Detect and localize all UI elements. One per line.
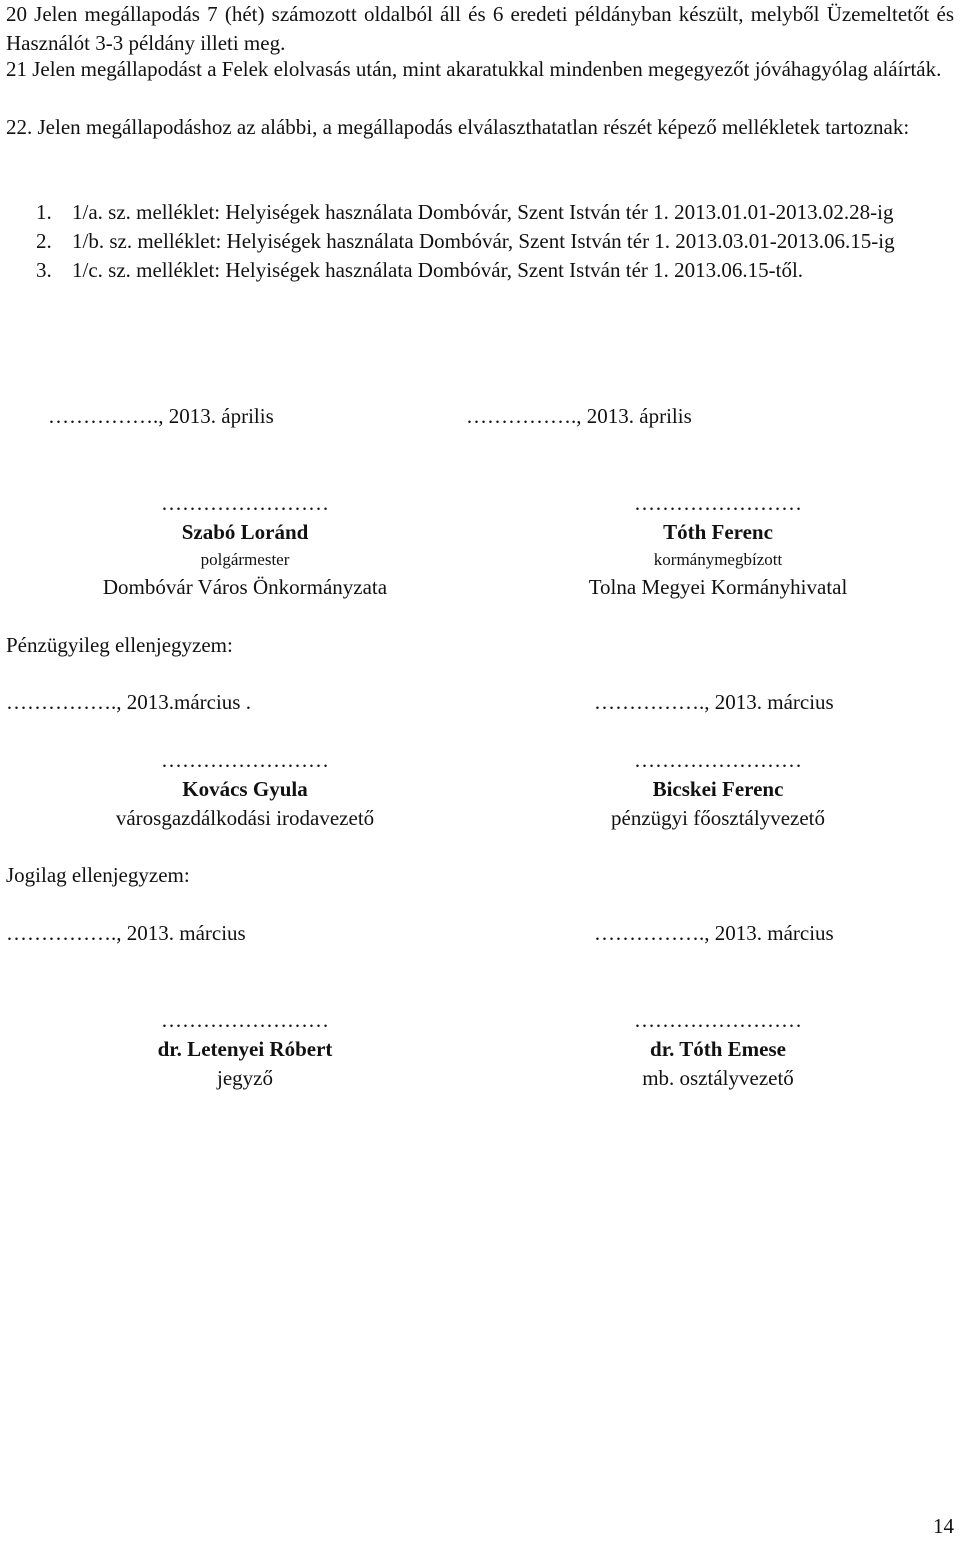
list-text: 1/b. sz. melléklet: Helyiségek használata Dombóvár, Szent István tér 1. 2013.03.01-2013.06.15-ig [72, 229, 895, 253]
signatory-role: pénzügyi főosztályvezető [611, 806, 825, 830]
signature-line: …………………… [634, 491, 802, 515]
signatory-organization: Dombóvár Város Önkormányzata [102, 575, 388, 599]
list-number: 1. [36, 200, 52, 224]
signatory-role: jegyző [217, 1066, 273, 1090]
list-number: 3. [36, 258, 52, 282]
signature-block-left [60, 489, 430, 602]
signature-line: …………………… [161, 1008, 329, 1032]
list-item [36, 256, 924, 285]
signature-line: …………………… [634, 1008, 802, 1032]
list-text: 1/c. sz. melléklet: Helyiségek használata Dombóvár, Szent István tér 1. 2013.06.15-től. [72, 258, 804, 282]
signature-line: …………………… [161, 491, 329, 515]
signatory-role: mb. osztályvezető [642, 1066, 794, 1090]
signatory-role: polgármester [200, 550, 290, 569]
page-number: 14 [933, 1514, 954, 1538]
signatory-organization: Tolna Megyei Kormányhivatal [588, 575, 848, 599]
attachment-list [36, 198, 924, 285]
list-number: 2. [36, 229, 52, 253]
signatory-name: Tóth Ferenc [663, 520, 773, 544]
legal-signature-left [60, 1006, 430, 1093]
list-text: 1/a. sz. melléklet: Helyiségek használata Dombóvár, Szent István tér 1. 2013.01.01-2013.02.28-ig [72, 200, 894, 224]
signatory-role: kormánymegbízott [653, 550, 783, 569]
paragraph-22: 22. Jelen megállapodáshoz az alábbi, a megállapodás elválaszthatatlan részét képező mellékletek tartoznak: [6, 115, 910, 139]
signatory-name: dr. Tóth Emese [650, 1037, 786, 1061]
signatory-name: Kovács Gyula [182, 777, 308, 801]
signatory-name: Bicskei Ferenc [652, 777, 784, 801]
paragraph-20: 20 Jelen megállapodás 7 (hét) számozott oldalból áll és 6 eredeti példányban készült, melyből Üzemeltetőt és Használót 3-3 példány illeti meg. [6, 2, 954, 55]
legal-date-right: ……………., 2013. március [594, 921, 834, 945]
legal-countersign-heading: Jogilag ellenjegyzem: [6, 863, 190, 887]
legal-date-left: ……………., 2013. március [6, 921, 246, 945]
financial-date-right: ……………., 2013. március [594, 690, 834, 714]
signatory-name: dr. Letenyei Róbert [157, 1037, 333, 1061]
signature-line: …………………… [161, 748, 329, 772]
list-item [36, 227, 924, 256]
paragraph-21: 21 Jelen megállapodást a Felek elolvasás után, mint akaratukkal mindenben megegyezőt jóváhagyólag aláírták. [6, 57, 942, 81]
signing-date-left: ……………., 2013. április [48, 404, 274, 428]
signatory-name: Szabó Loránd [181, 520, 309, 544]
signatory-role: városgazdálkodási irodavezető [115, 806, 375, 830]
signature-block-right [533, 489, 903, 602]
financial-signature-left [60, 746, 430, 833]
list-item [36, 198, 924, 227]
signing-date-right: ……………., 2013. április [466, 404, 692, 428]
financial-signature-right [533, 746, 903, 833]
financial-date-left: ……………., 2013.március . [6, 690, 251, 714]
financial-countersign-heading: Pénzügyileg ellenjegyzem: [6, 633, 233, 657]
signature-line: …………………… [634, 748, 802, 772]
legal-signature-right [533, 1006, 903, 1093]
